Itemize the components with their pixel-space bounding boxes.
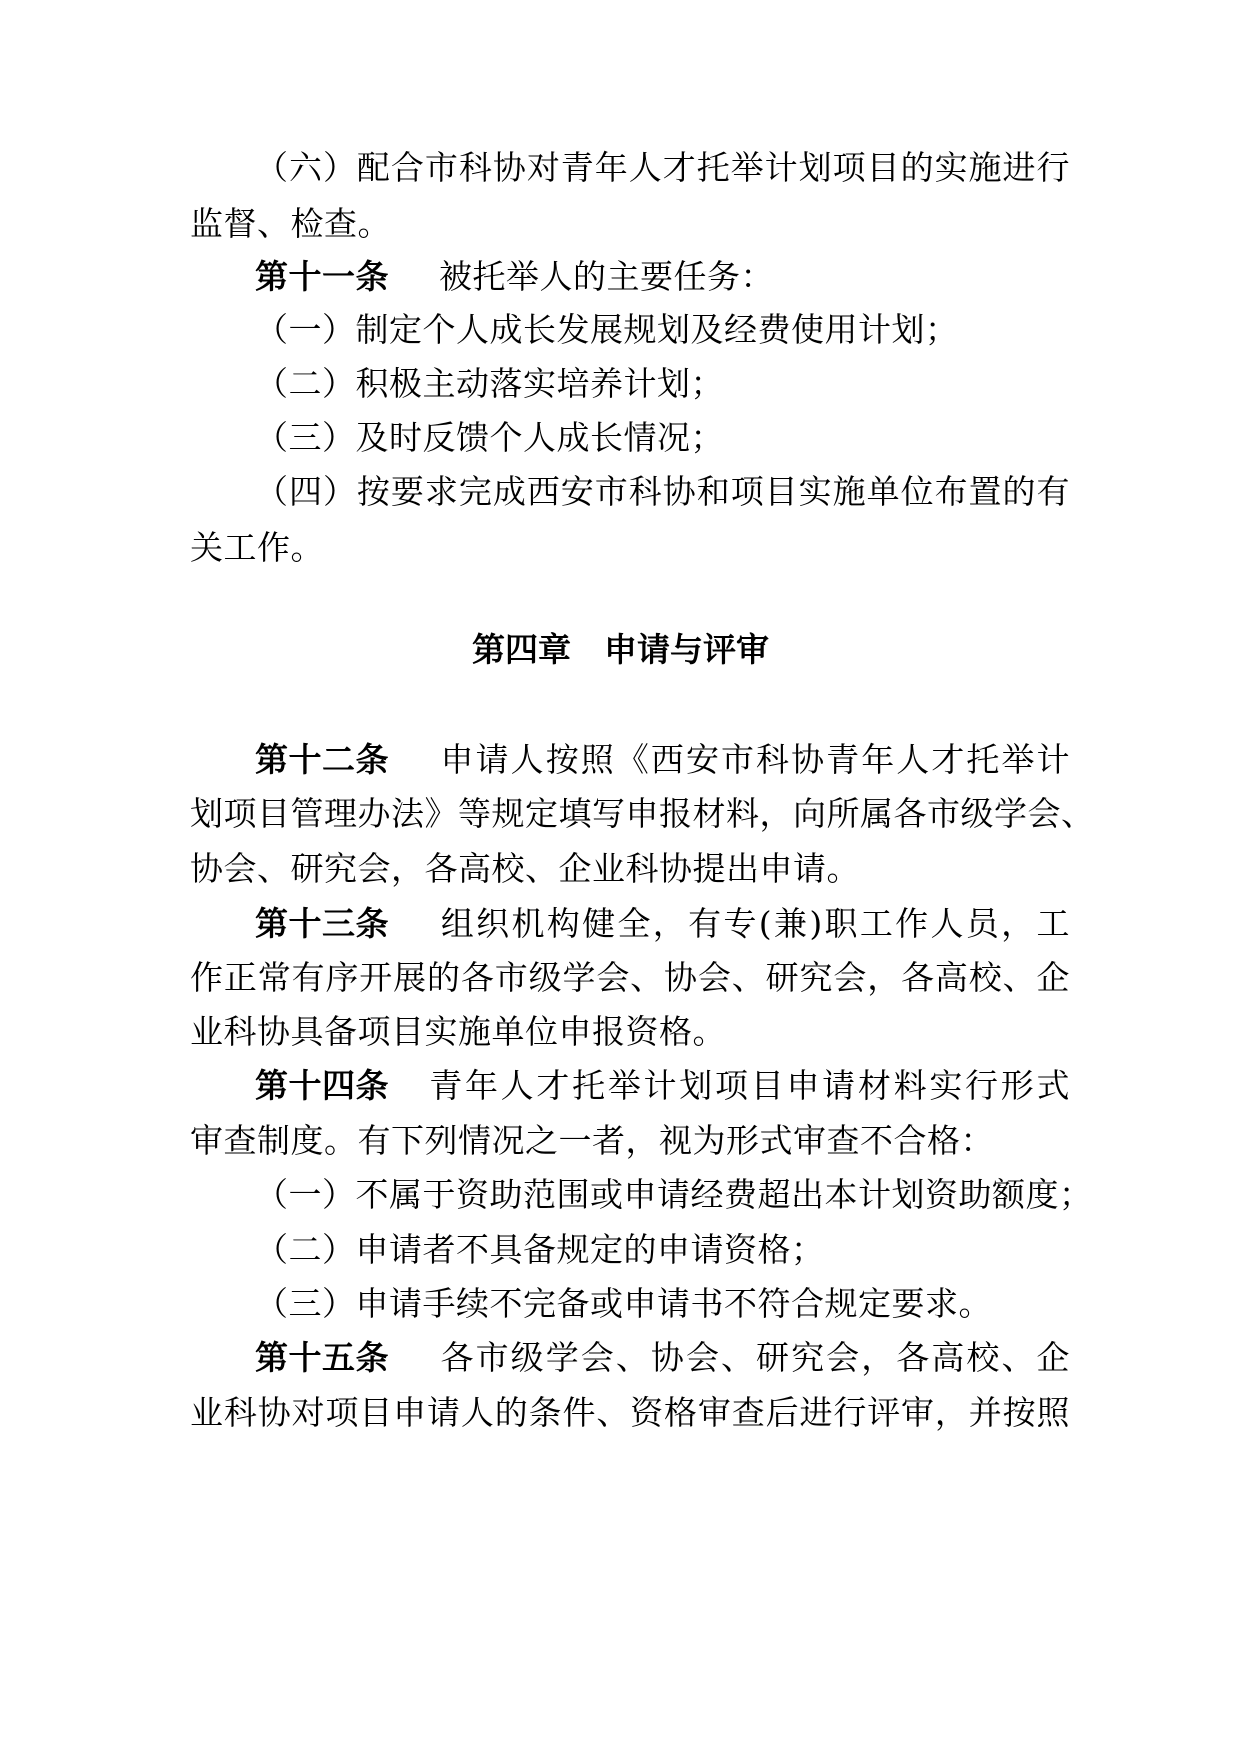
text-line: （四）按要求完成西安市科协和项目实施单位布置的有 — [255, 472, 1070, 511]
text-line: 划项目管理办法》等规定填写申报材料，向所属各市级学会、 — [190, 794, 1095, 833]
chapter-heading: 第四章 申请与评审 — [472, 630, 769, 669]
article-text: 各市级学会、协会、研究会，各高校、企 — [439, 1338, 1070, 1377]
article-label: 第十五条 — [255, 1338, 389, 1377]
text-line: 监督、检查。 — [190, 204, 391, 243]
article-13 — [255, 904, 1070, 944]
article-15 — [255, 1338, 1070, 1378]
text-line: 协会、研究会，各高校、企业科协提出申请。 — [190, 849, 860, 888]
article-14 — [255, 1066, 1070, 1106]
article-text: 青年人才托举计划项目申请材料实行形式 — [427, 1066, 1070, 1105]
article-label: 第十四条 — [255, 1066, 389, 1105]
text-line: （一）不属于资助范围或申请经费超出本计划资助额度； — [255, 1175, 1093, 1214]
article-text: 申请人按照《西安市科协青年人才托举计 — [439, 740, 1070, 779]
article-text: 被托举人的主要任务： — [439, 257, 774, 296]
text-line: 作正常有序开展的各市级学会、协会、研究会，各高校、企 — [190, 958, 1070, 997]
text-line: （三）申请手续不完备或申请书不符合规定要求。 — [255, 1284, 992, 1323]
article-label: 第十二条 — [255, 740, 389, 779]
text-line: 业科协具备项目实施单位申报资格。 — [190, 1012, 726, 1051]
text-line: （一）制定个人成长发展规划及经费使用计划； — [255, 310, 959, 349]
text-line: 关工作。 — [190, 528, 324, 567]
text-line: 审查制度。有下列情况之一者，视为形式审查不合格： — [190, 1121, 994, 1160]
text-line: （三）及时反馈个人成长情况； — [255, 418, 724, 457]
text-line: （二）积极主动落实培养计划； — [255, 364, 724, 403]
article-text: 组织机构健全，有专(兼)职工作人员，工 — [439, 904, 1070, 943]
text-line: 业科协对项目申请人的条件、资格审查后进行评审，并按照 — [190, 1393, 1070, 1432]
article-label: 第十三条 — [255, 904, 389, 943]
article-label: 第十一条 — [255, 257, 389, 296]
text-line: （六）配合市科协对青年人才托举计划项目的实施进行 — [255, 148, 1070, 187]
text-line: （二）申请者不具备规定的申请资格； — [255, 1230, 825, 1269]
article-11 — [255, 257, 1070, 297]
article-12 — [255, 740, 1070, 780]
